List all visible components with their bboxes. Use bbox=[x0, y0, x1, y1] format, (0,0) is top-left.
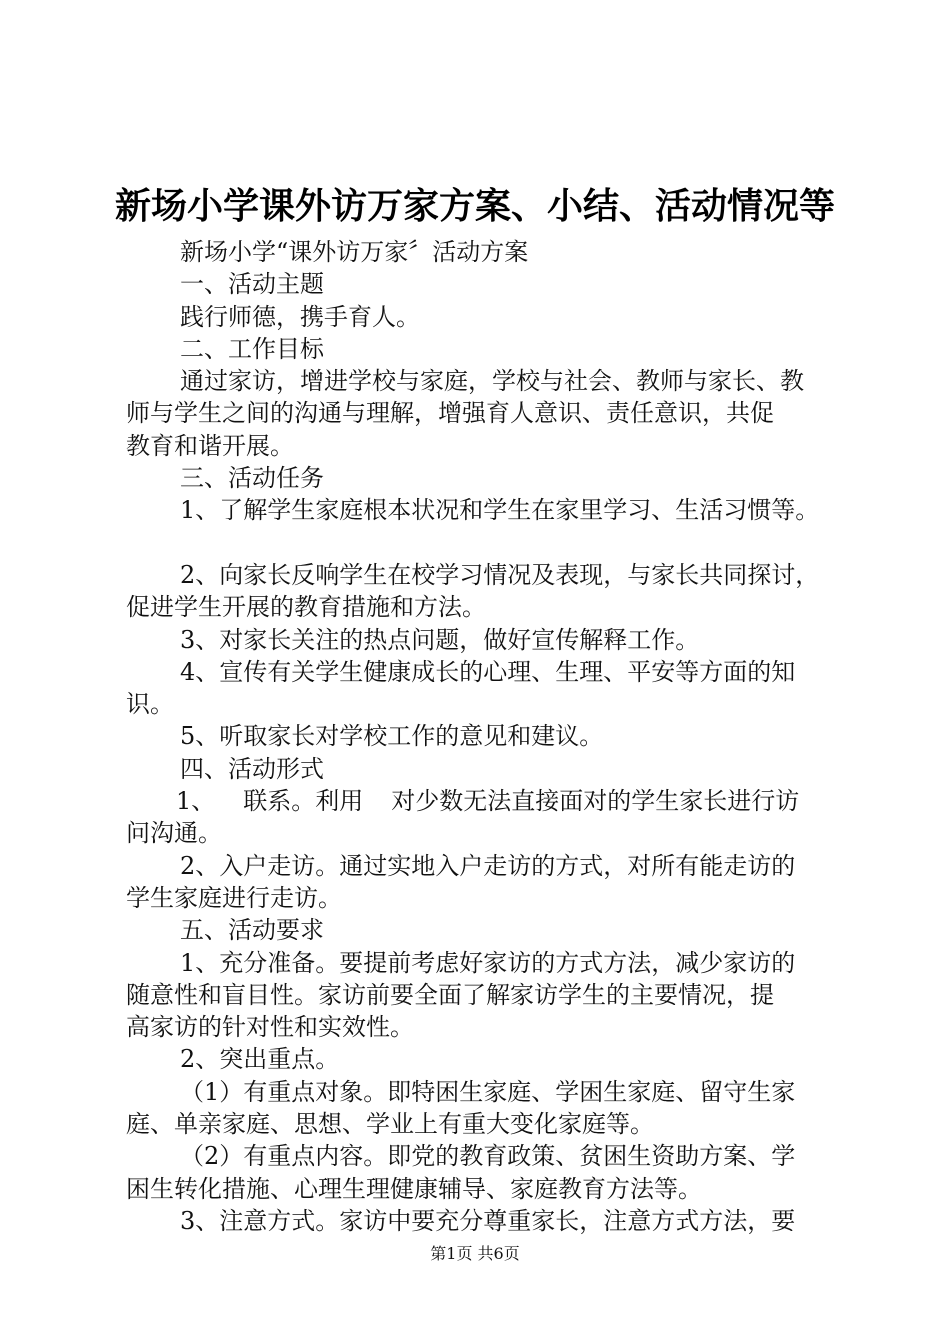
paragraph-line: 庭、单亲家庭、思想、学业上有重大变化家庭等。 bbox=[126, 1110, 654, 1139]
document-title: 新场小学课外访万家方案、小结、活动情况等 bbox=[114, 185, 835, 227]
paragraph-line: 师与学生之间的沟通与理解，增强育人意识、责任意识，共促 bbox=[126, 399, 774, 428]
paragraph-line: 高家访的针对性和实效性。 bbox=[126, 1013, 414, 1042]
list-text-part: 联系。利用 bbox=[243, 787, 364, 816]
page-total: 共6页 bbox=[477, 1244, 520, 1263]
document-body bbox=[126, 236, 840, 1237]
page-number: 第1页 bbox=[430, 1244, 473, 1263]
list-item: 5、听取家长对学校工作的意见和建议。 bbox=[180, 722, 604, 751]
paragraph-line: 促进学生开展的教育措施和方法。 bbox=[126, 593, 486, 622]
paragraph-line: 践行师德，携手育人。 bbox=[180, 302, 420, 331]
paragraph-line: 问沟通。 bbox=[126, 819, 222, 848]
paragraph-line: 困生转化措施、心理生理健康辅导、家庭教育方法等。 bbox=[126, 1174, 702, 1203]
list-item bbox=[176, 785, 840, 817]
paragraph-line: 学生家庭进行走访。 bbox=[126, 883, 342, 912]
list-item: 4、宣传有关学生健康成长的心理、生理、平安等方面的知 bbox=[180, 657, 796, 686]
list-item: 1、了解学生家庭根本状况和学生在家里学习、生活习惯等。 bbox=[180, 496, 820, 525]
paragraph-line: 识。 bbox=[126, 690, 174, 719]
section-heading: 一、活动主题 bbox=[180, 270, 324, 299]
page-footer bbox=[0, 1243, 950, 1265]
blank-line bbox=[180, 527, 840, 559]
section-heading: 五、活动要求 bbox=[180, 916, 324, 945]
paragraph-line: 教育和谐开展。 bbox=[126, 431, 294, 460]
list-item: 2、入户走访。通过实地入户走访的方式，对所有能走访的 bbox=[180, 851, 796, 880]
list-item: 2、突出重点。 bbox=[180, 1045, 340, 1074]
section-heading: 二、工作目标 bbox=[180, 334, 324, 363]
list-item: 3、对家长关注的热点问题，做好宣传解释工作。 bbox=[180, 625, 700, 654]
section-heading: 三、活动任务 bbox=[180, 464, 324, 493]
list-item: 3、注意方式。家访中要充分尊重家长，注意方式方法，要 bbox=[180, 1206, 796, 1235]
section-heading: 四、活动形式 bbox=[180, 754, 324, 783]
list-item: （2）有重点内容。即党的教育政策、贫困生资助方案、学 bbox=[180, 1142, 796, 1171]
list-item: 1、充分准备。要提前考虑好家访的方式方法，减少家访的 bbox=[180, 948, 796, 977]
paragraph-line: 通过家访，增进学校与家庭，学校与社会、教师与家长、教 bbox=[180, 367, 804, 396]
plan-heading: 新场小学“课外访万家〞活动方案 bbox=[180, 238, 529, 266]
list-number: 1、 bbox=[176, 787, 216, 816]
list-item: 2、向家长反响学生在校学习情况及表现，与家长共同探讨， bbox=[180, 560, 820, 589]
list-item: （1）有重点对象。即特困生家庭、学困生家庭、留守生家 bbox=[180, 1077, 796, 1106]
list-text-part: 对少数无法直接面对的学生家长进行访 bbox=[391, 787, 800, 816]
paragraph-line: 随意性和盲目性。家访前要全面了解家访学生的主要情况，提 bbox=[126, 980, 774, 1009]
